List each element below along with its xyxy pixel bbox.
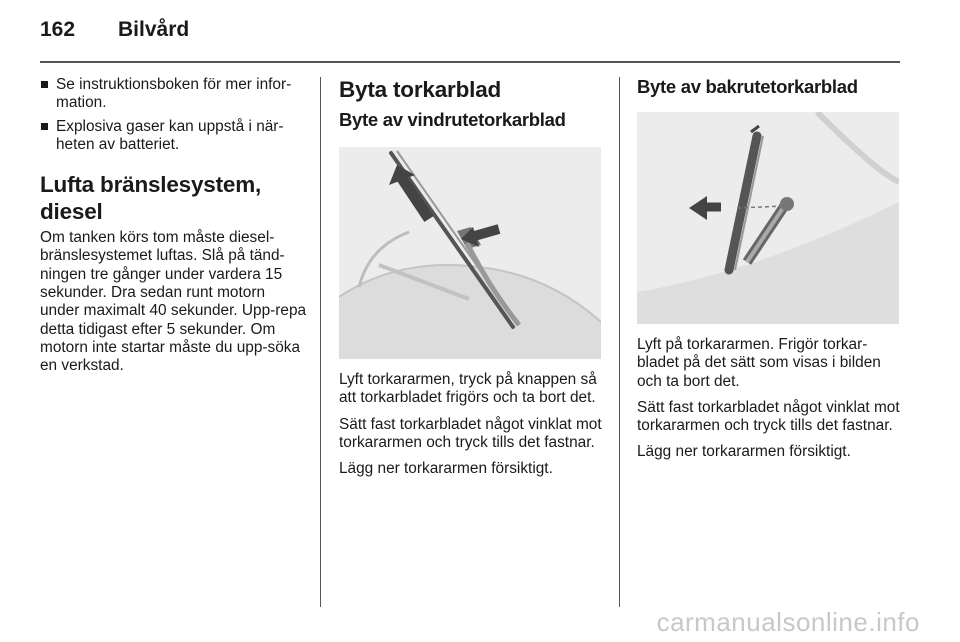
column-divider-2 (619, 77, 620, 607)
list-item (40, 118, 308, 155)
bullet-list (40, 76, 308, 154)
list-item (40, 76, 308, 113)
fuel-system-paragraph: Om tanken körs tom måste diesel-bränslesystemet luftas. Slå på tänd-ningen tre gånger under vardera 15 sekunder. Dra sedan runt motorn under maximalt 40 sekunder. Upp-repa detta tidigast efter 5 sekunder. Om motorn inte startar måste du upp-söka en verkstad. (40, 229, 307, 375)
windscreen-step-3: Lägg ner torkararmen försiktigt. (339, 460, 553, 478)
windscreen-wiper-subheading: Byte av vindrutetorkarblad (339, 109, 566, 130)
section-title: Bilvård (118, 18, 190, 41)
column-3 (637, 76, 903, 470)
rear-wiper-illustration (637, 112, 899, 324)
list-item-text: Se instruktionsboken för mer infor-mation. (56, 76, 292, 112)
wiper-blade-heading: Byta torkarblad (339, 77, 502, 102)
column-1 (40, 76, 308, 376)
square-bullet-icon (41, 123, 48, 130)
rear-step-1: Lyft på torkararmen. Frigör torkar-bladet på det sätt som visas i bilden och ta bort det. (637, 336, 881, 390)
windscreen-wiper-illustration (339, 147, 601, 359)
column-2 (339, 76, 605, 486)
watermark: carmanualsonline.info (656, 607, 920, 637)
list-item-text: Explosiva gaser kan uppstå i när-heten av batteriet. (56, 117, 284, 153)
page-number: 162 (40, 18, 76, 41)
fuel-system-heading: Lufta bränslesystem, diesel (40, 172, 262, 225)
rear-wiper-subheading: Byte av bakrutetorkarblad (637, 76, 858, 97)
square-bullet-icon (41, 81, 48, 88)
rear-step-2: Sätt fast torkarbladet något vinklat mot torkararmen och tryck tills det fastnar. (637, 398, 900, 435)
column-divider-1 (320, 77, 321, 607)
rear-step-3: Lägg ner torkararmen försiktigt. (637, 443, 851, 461)
header-rule (40, 61, 900, 63)
windscreen-step-2: Sätt fast torkarbladet något vinklat mot torkararmen och tryck tills det fastnar. (339, 415, 602, 451)
windscreen-step-1: Lyft torkararmen, tryck på knappen så att torkarbladet frigörs och ta bort det. (339, 371, 597, 407)
